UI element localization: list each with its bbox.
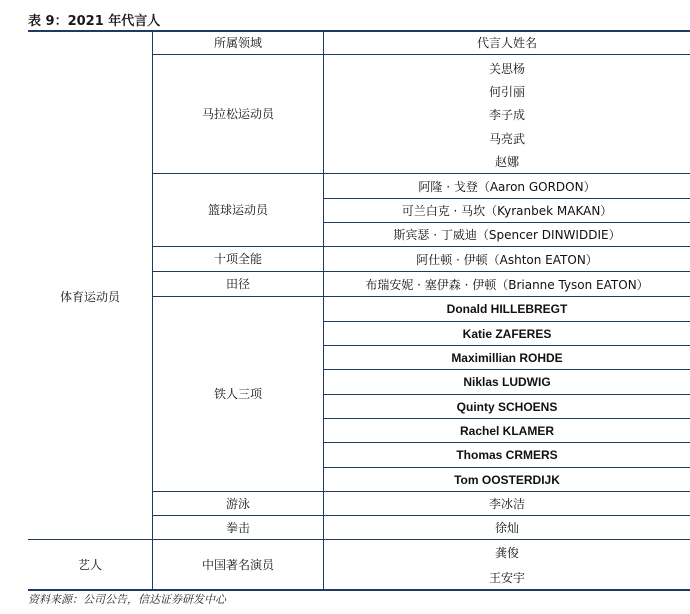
header-names: 代言人姓名 [476,36,537,50]
subgroup-label-marathon: 马拉松运动员 [201,107,274,121]
subgroup-label-boxing: 拳击 [225,520,250,535]
name-item: 布瑞安妮 · 塞伊森 · 伊顿（Brianne Tyson EATON） [365,277,649,292]
name-item: Maximillian ROHDE [451,351,563,365]
name-item: 何引丽 [488,84,525,99]
name-item: 关思杨 [488,61,525,76]
subgroup-label-swimming: 游泳 [225,496,250,511]
name-item: 可兰白克 · 马坎（Kyranbek MAKAN） [401,203,613,218]
subgroup-label-triathlon: 铁人三项 [213,387,262,401]
name-item: 龚俊 [494,545,519,560]
name-item: 徐灿 [494,521,519,535]
subgroup-label-basketball: 篮球运动员 [207,203,268,217]
name-item: 阿仕顿 · 伊顿（Ashton EATON） [416,252,598,267]
name-item: 赵娜 [494,154,519,169]
name-item: Niklas LUDWIG [463,375,551,389]
name-item: Tom OOSTERDIJK [454,472,560,487]
name-item: Rachel KLAMER [459,424,554,438]
group-label-athletes: 体育运动员 [59,290,120,304]
source-footnote: 资料来源：公司公告，信达证券研发中心 [28,593,226,606]
name-item: Quinty SCHOENS [456,400,558,414]
subgroup-label-track: 田径 [225,277,250,291]
name-item: 阿隆 · 戈登（Aaron GORDON） [418,179,596,194]
name-item: 斯宾瑟 · 丁威迪（Spencer DINWIDDIE） [393,227,621,242]
name-item: Donald HILLEBREGT [446,302,568,316]
name-item: 马亮武 [488,131,525,146]
name-item: Katie ZAFERES [462,327,552,341]
group-label-artists: 艺人 [77,557,102,572]
name-item: 王安宇 [488,570,525,585]
subgroup-label-actors: 中国著名演员 [201,557,274,572]
table-title: 表 9：2021 年代言人 [28,14,161,29]
header-category: 所属领域 [213,36,262,50]
name-item: 李子成 [488,107,525,122]
name-item: Thomas CRMERS [456,448,558,462]
subgroup-label-decathlon: 十项全能 [213,252,262,266]
endorser-table [28,0,690,614]
name-item: 李冰洁 [488,497,525,511]
